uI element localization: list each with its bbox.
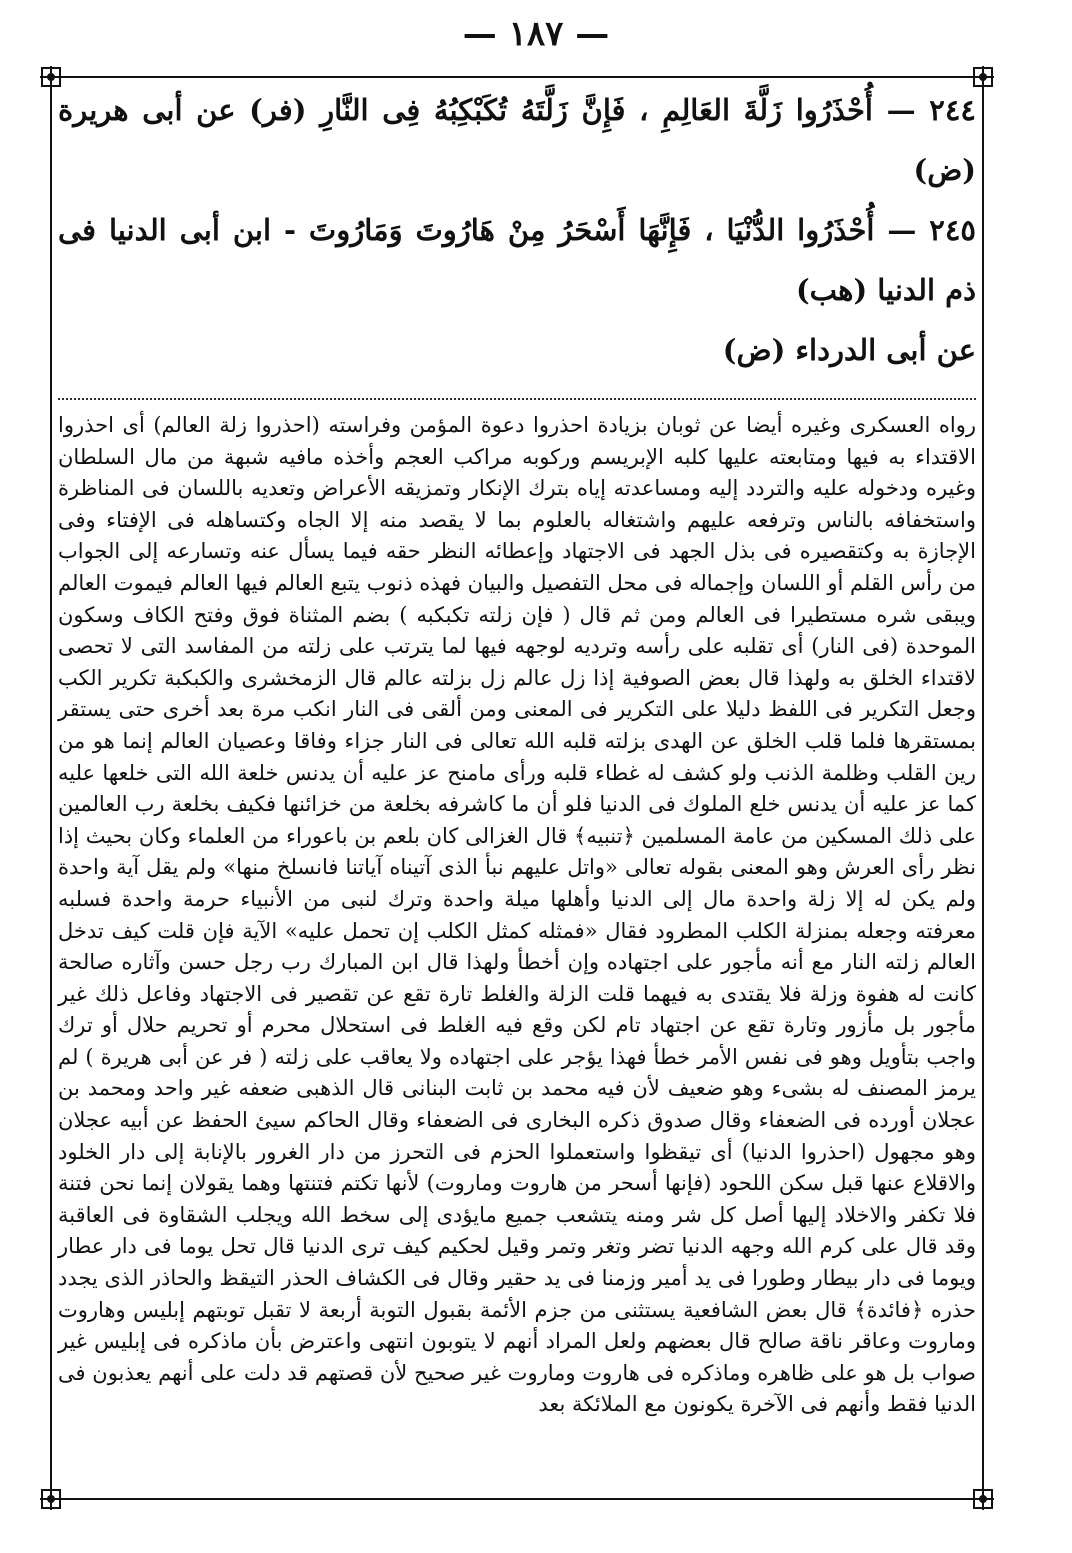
dotted-separator bbox=[58, 398, 976, 400]
hadith-244: ٢٤٤ — أُحْذَرُوا زَلَّةَ العَالِمِ ، فَإِنَّ زَلَّتَهُ تُكَبْكِبُهُ فِى النَّارِ (فر) عن أبى هريرة (ض) bbox=[58, 93, 976, 187]
hadith-245-continuation: عن أبى الدرداء (ض) bbox=[722, 333, 976, 367]
page-content bbox=[58, 80, 976, 1500]
hadith-245: ٢٤٥ — أُحْذَرُوا الدُّنْيَا ، فَإِنَّهَا أَسْحَرُ مِنْ هَارُوتَ وَمَارُوتَ - ابن أبى الدنيا فى ذم الدنيا (هب) bbox=[58, 213, 976, 307]
page-number: — ١٨٧ — bbox=[462, 14, 610, 54]
commentary-text: رواه العسكرى وغيره أيضا عن ثوبان بزيادة احذروا دعوة المؤمن وفراسته (احذروا زلة العالم) أى احذروا الاقتداء به فيها ومتابعته عليها كلبه الإبريسم وركوبه مراكب العجم وأخذه مافيه شبهة من مال السلطان وغيره ودخوله عليه والتردد إليه ومساعدته إياه بترك الإنكار وتمزيقه الأعراض وتعديه باللسان فى المناظرة واستخفافه بالناس وترفعه عليهم واشتغاله بالعلوم بما لا يقصد منه إلا الجاه وكتساهله فى الإفتاء وفى الإجازة به وكتقصيره فى بذل الجهد فى الاجتهاد وإعطائه النظر حقه فيما يسأل عنه وتسارعه إلى الجواب من رأس القلم أو اللسان وإجماله فى محل التفصيل والبيان فهذه ذنوب يتبع العالم فيها العالم فيموت العالم ويبقى شره مستطيرا فى العالم ومن ثم قال ( فإن زلته تكبكبه ) بضم المثناة فوق وفتح الكاف وسكون الموحدة (فى النار) أى تقلبه على رأسه وترديه لوجهه فيها لما يترتب على زلته من المفاسد التى لا تحصى لاقتداء الخلق به ولهذا قال بعض الصوفية إذا زل عالم زل بزلته عالم قال الزمخشرى والكبكبة تكرير الكب وجعل التكرير فى اللفظ دليلا على التكرير فى المعنى ومن ألقى فى النار انكب مرة بعد أخرى حتى يستقر بمستقرها فلما قلب الخلق عن الهدى بزلته قلبه الله تعالى فى النار جزاء وفاقا وعصيان العالم إنما هو من رين القلب وظلمة الذنب ولو كشف له غطاء قلبه ورأى مامنح عز عليه أن يدنس خلعة الله التى خلعها عليه كما عز عليه أن يدنس خلع الملوك فى الدنيا فلو أن ما كاشرفه بخلعة من خزائنها فكيف بخلعة رب العالمين على ذلك المسكين من عامة المسلمين ﴿تنبيه﴾ قال الغزالى كان بلعم بن باعوراء من العلماء وكان بحيث إذا نظر رأى العرش وهو المعنى بقوله تعالى «واتل عليهم نبأ الذى آتيناه آياتنا فانسلخ منها» ولم يقل آية واحدة ولم يكن له إلا زلة واحدة مال إلى الدنيا وأهلها ميلة واحدة وترك لنبى من الأنبياء حرمة واحدة فسلبه معرفته وجعله بمنزلة الكلب المطرود فقال «فمثله كمثل الكلب إن تحمل عليه» الآية فإن قلت كيف تدخل العالم زلته النار مع أنه مأجور على اجتهاده وإن أخطأ ولهذا قال ابن المبارك رب رجل حسن وآثاره صالحة كانت له هفوة وزلة فلا يقتدى به فيهما قلت الزلة والغلط تارة تقع عن تقصير فى الاجتهاد وفاعل ذلك غير مأجور بل مأزور وتارة تقع عن اجتهاد تام لكن وقع فيه الغلط فى استحلال محرم أو تحريم حلال أو ترك واجب بتأويل وهو فى نفس الأمر خطأ فهذا يؤجر على اجتهاده ولا يعاقب على زلته ( فر عن أبى هريرة ) لم يرمز المصنف له بشىء وهو ضعيف لأن فيه محمد بن ثابت البنانى قال الذهبى ضعفه غير واحد ومحمد بن عجلان أورده فى الضعفاء وقال صدوق ذكره البخارى فى الضعفاء وقال الحاكم سيئ الحفظ عن أبيه عجلان وهو مجهول (احذروا الدنيا) أى تيقظوا واستعملوا الحزم فى التحرز من دار الغرور بالإنابة إلى دار الخلود والاقلاع عنها قبل سكن اللحود (فإنها أسحر من هاروت وماروت) لأنها تكتم فتنتها وهما يقولان إنما نحن فتنة فلا تكفر والاخلاد إليها أصل كل شر ومنه يتشعب جميع مايؤدى إلى سخط الله ويجلب الشقاوة فى العاقبة وقد قال على كرم الله وجهه الدنيا تضر وتغر وتمر وقيل لحكيم كيف ترى الدنيا قال تحل يوما فى دار عطار ويوما فى دار بيطار وطورا فى يد أمير وزمنا فى يد حقير وقال فى الكشاف الحذر التيقظ والحاذر الذى يجدد حذره ﴿فائدة﴾ قال بعض الشافعية يستثنى من جزم الأئمة بقبول التوبة أربعة لا تقبل توبتهم إبليس وهاروت وماروت وعاقر ناقة صالح قال بعضهم ولعل المراد أنهم لا يتوبون انتهى واعترض بأن ماذكره فى إبليس غير صواب بل هو على ظاهره وماذكره فى هاروت وماروت غير صحيح لأن قصتهم قد دلت على أنهم يعذبون فى الدنيا فقط وأنهم فى الآخرة يكونون مع الملائكة بعد bbox=[58, 413, 976, 1417]
